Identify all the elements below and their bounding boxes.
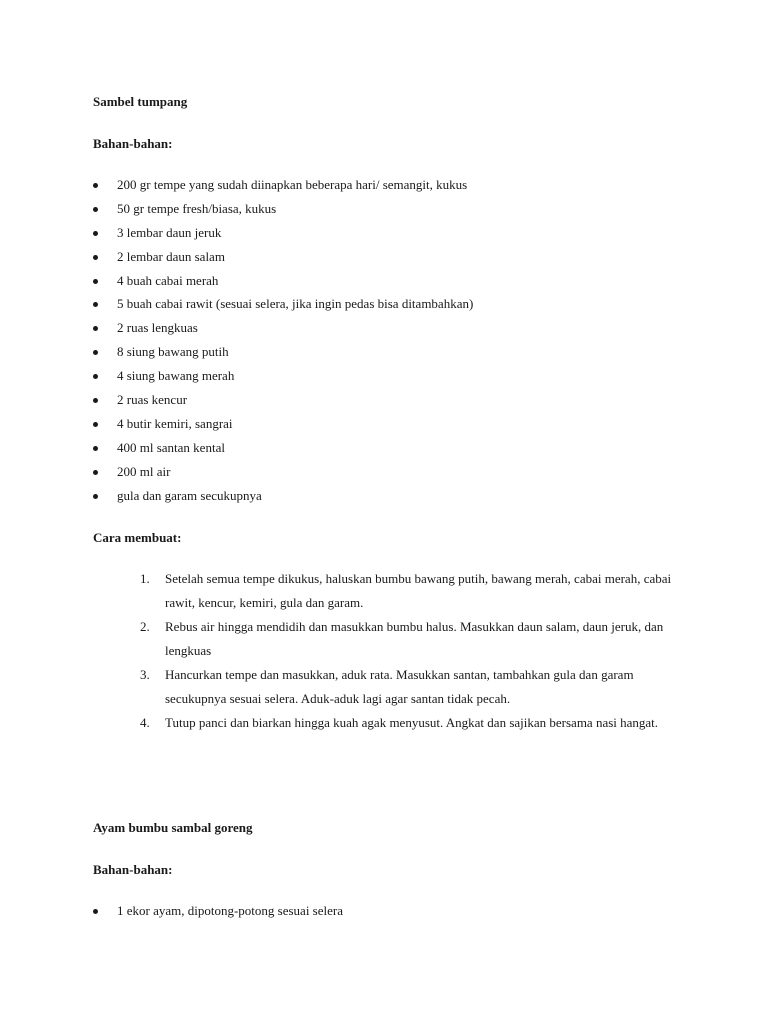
step-item — [140, 615, 680, 663]
ingredient-text: 400 ml santan kental — [117, 439, 225, 455]
list-item — [93, 296, 473, 320]
list-item — [93, 177, 473, 201]
ingredient-text: 200 ml air — [117, 463, 171, 479]
ingredient-text: 2 ruas lengkuas — [117, 320, 198, 336]
list-item — [93, 320, 473, 344]
bullet-icon — [93, 374, 98, 379]
ingredient-text: 8 siung bawang putih — [117, 344, 229, 360]
bullet-icon — [93, 494, 98, 499]
recipe1-title: Sambel tumpang — [93, 94, 188, 109]
list-item — [93, 368, 473, 392]
ingredient-text: 3 lembar daun jeruk — [117, 224, 222, 240]
bullet-icon — [93, 398, 98, 403]
bullet-icon — [93, 302, 98, 307]
ingredient-text: 5 buah cabai rawit (sesuai selera, jika ingin pedas bisa ditambahkan) — [117, 296, 474, 312]
step-number: 4. — [140, 715, 150, 730]
list-item — [93, 273, 473, 297]
recipe2-ingredients-heading: Bahan-bahan: — [93, 862, 173, 877]
step-number: 1. — [140, 571, 150, 586]
step-text: Hancurkan tempe dan masukkan, aduk rata. Masukkan santan, tambahkan gula dan garam secukupnya sesuai selera. Aduk-aduk lagi agar santan tidak pecah. — [165, 667, 634, 706]
list-item — [93, 392, 473, 416]
step-item — [140, 663, 680, 711]
bullet-icon — [93, 207, 98, 212]
bullet-icon — [93, 909, 98, 914]
ingredient-text: 1 ekor ayam, dipotong-potong sesuai selera — [117, 903, 343, 918]
ingredient-text: 2 lembar daun salam — [117, 248, 225, 264]
step-text: Tutup panci dan biarkan hingga kuah agak menyusut. Angkat dan sajikan bersama nasi hangat. — [165, 715, 659, 730]
step-item — [140, 711, 680, 735]
bullet-icon — [93, 183, 98, 188]
ingredient-text: 4 butir kemiri, sangrai — [117, 415, 233, 431]
bullet-icon — [93, 470, 98, 475]
recipe2-title: Ayam bumbu sambal goreng — [93, 820, 253, 835]
step-number: 2. — [140, 619, 150, 634]
recipe1-ingredients-heading: Bahan-bahan: — [93, 136, 173, 151]
step-item — [140, 567, 680, 615]
bullet-icon — [93, 350, 98, 355]
bullet-icon — [93, 255, 98, 260]
step-text: Setelah semua tempe dikukus, haluskan bumbu bawang putih, bawang merah, cabai merah, cabai rawit, kencur, kemiri, gula dan garam. — [165, 571, 672, 610]
list-item — [93, 903, 343, 927]
ingredient-text: 50 gr tempe fresh/biasa, kukus — [117, 200, 277, 216]
list-item — [93, 416, 473, 440]
bullet-icon — [93, 446, 98, 451]
step-text: Rebus air hingga mendidih dan masukkan bumbu halus. Masukkan daun salam, daun jeruk, dan lengkuas — [165, 619, 664, 658]
ingredient-text: 4 buah cabai merah — [117, 272, 219, 288]
bullet-icon — [93, 326, 98, 331]
recipe2-ingredient-list — [93, 903, 343, 927]
list-item — [93, 464, 473, 488]
list-item — [93, 201, 473, 225]
recipe1-ingredient-list — [93, 177, 473, 511]
recipe1-steps-list — [140, 567, 680, 735]
ingredient-text: 4 siung bawang merah — [117, 368, 235, 384]
bullet-icon — [93, 279, 98, 284]
bullet-icon — [93, 422, 98, 427]
ingredient-text: 2 ruas kencur — [117, 392, 188, 408]
list-item — [93, 488, 473, 512]
bullet-icon — [93, 231, 98, 236]
list-item — [93, 344, 473, 368]
list-item — [93, 440, 473, 464]
ingredient-text: 200 gr tempe yang sudah diinapkan beberapa hari/ semangit, kukus — [117, 177, 468, 192]
list-item — [93, 249, 473, 273]
ingredient-text: gula dan garam secukupnya — [117, 487, 262, 503]
step-number: 3. — [140, 667, 150, 682]
recipe1-steps-heading: Cara membuat: — [93, 530, 182, 545]
list-item — [93, 225, 473, 249]
